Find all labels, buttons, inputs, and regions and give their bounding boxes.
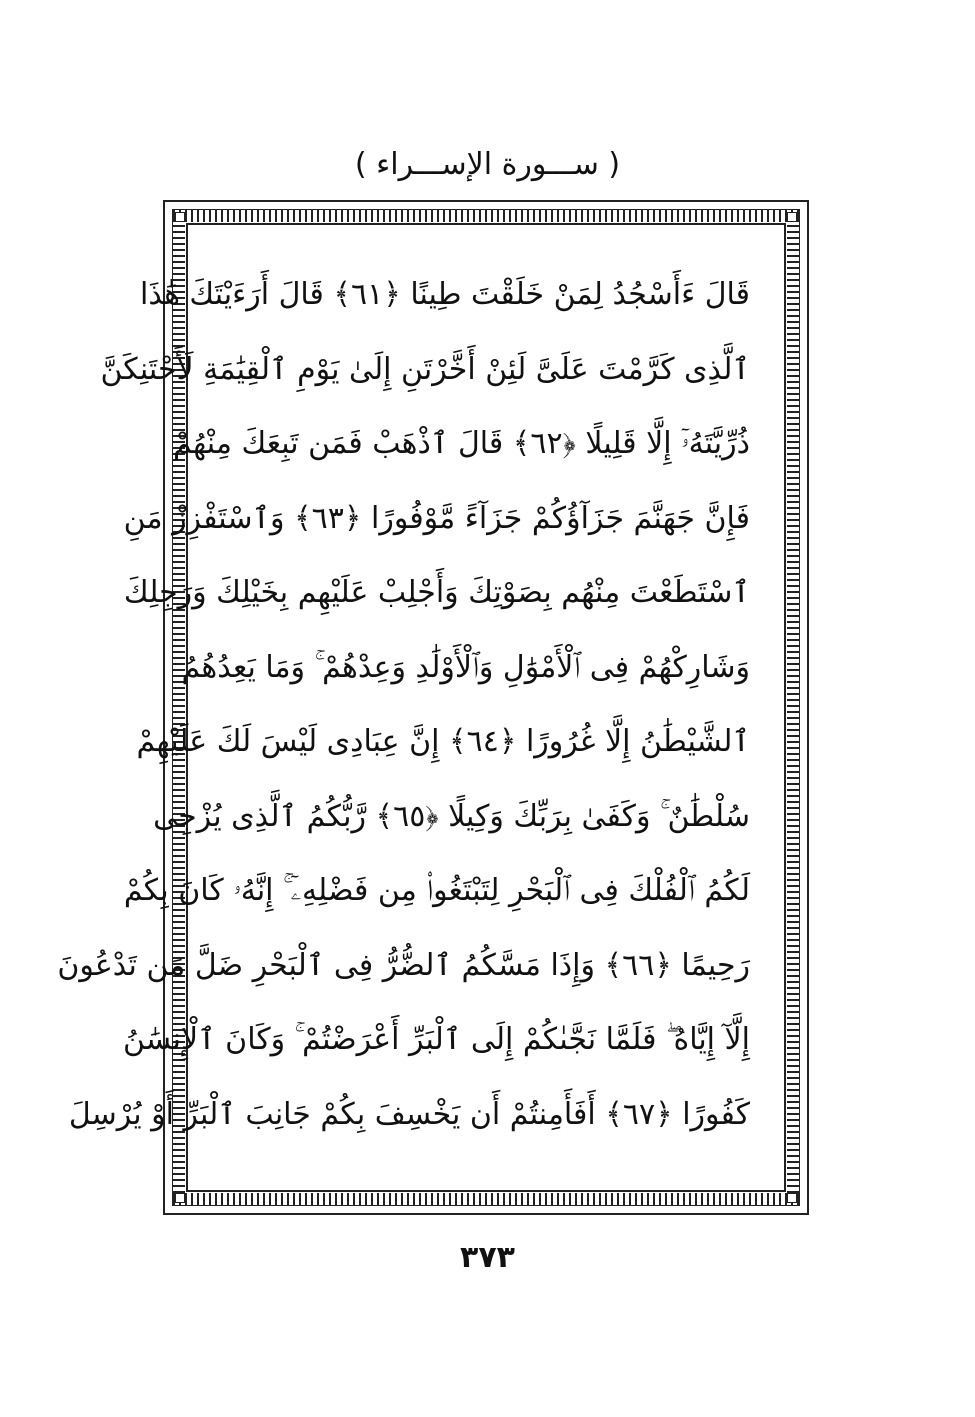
text-line-3: ذُرِّيَّتَهُۥٓ إِلَّا قَلِيلًا ﴿٦٢﴾ قَالَ ٱذْهَبْ فَمَن تَبِعَكَ مِنْهُمْ bbox=[173, 426, 750, 461]
page-number: ٣٧٣ bbox=[460, 1240, 515, 1275]
frame-corner-ornament-bottom-left bbox=[175, 1193, 185, 1203]
text-line-8: سُلْطَٰنٌ ۚ وَكَفَىٰ بِرَبِّكَ وَكِيلًا ﴿٦٥﴾ رَّبُّكُمُ ٱلَّذِى يُزْجِى bbox=[153, 798, 750, 834]
text-line-4: فَإِنَّ جَهَنَّمَ جَزَآؤُكُمْ جَزَآءً مَّوْفُورًا ﴿٦٣﴾ وَٱسْتَفْزِزْ مَنِ bbox=[123, 500, 750, 536]
text-line-12: كَفُورًا ﴿٦٧﴾ أَفَأَمِنتُمْ أَن يَخْسِفَ بِكُمْ جَانِبَ ٱلْبَرِّ أَوْ يُرْسِلَ bbox=[68, 1096, 750, 1132]
text-line-6: وَشَارِكْهُمْ فِى ٱلْأَمْوَٰلِ وَٱلْأَوْلَٰدِ وَعِدْهُمْ ۚ وَمَا يَعِدُهُمُ bbox=[181, 649, 750, 685]
frame-corner-ornament-top-left bbox=[175, 212, 185, 222]
frame-corner-ornament-bottom-right bbox=[787, 1193, 797, 1203]
text-line-7: ٱلشَّيْطَٰنُ إِلَّا غُرُورًا ﴿٦٤﴾ إِنَّ عِبَادِى لَيْسَ لَكَ عَلَيْهِمْ bbox=[136, 724, 750, 759]
quran-text-block bbox=[57, 258, 750, 1178]
surah-title: ( ســـورة الإســـراء ) bbox=[354, 147, 621, 182]
text-line-11: إِلَّآ إِيَّاهُ ۖ فَلَمَّا نَجَّىٰكُمْ إِلَى ٱلْبَرِّ أَعْرَضْتُمْ ۚ وَكَانَ ٱلْإِنسَٰنُ bbox=[123, 1022, 750, 1057]
text-line-9: لَكُمُ ٱلْفُلْكَ فِى ٱلْبَحْرِ لِتَبْتَغُوا۟ مِن فَضْلِهِۦٓ ۚ إِنَّهُۥ كَانَ بِكُمْ bbox=[123, 873, 750, 908]
text-line-10: رَحِيمًا ﴿٦٦﴾ وَإِذَا مَسَّكُمُ ٱلضُّرُّ فِى ٱلْبَحْرِ ضَلَّ مَن تَدْعُونَ bbox=[57, 947, 750, 983]
text-line-5: ٱسْتَطَعْتَ مِنْهُم بِصَوْتِكَ وَأَجْلِبْ عَلَيْهِم بِخَيْلِكَ وَرَجِلِكَ bbox=[123, 575, 750, 610]
text-line-2: ٱلَّذِى كَرَّمْتَ عَلَىَّ لَئِنْ أَخَّرْتَنِ إِلَىٰ يَوْمِ ٱلْقِيَٰمَةِ لَأَحْتَنِكَنَّ bbox=[100, 351, 750, 387]
text-line-1: قَالَ ءَأَسْجُدُ لِمَنْ خَلَقْتَ طِينًا ﴿٦١﴾ قَالَ أَرَءَيْتَكَ هَٰذَا bbox=[139, 277, 750, 312]
frame-corner-ornament-top-right bbox=[787, 212, 797, 222]
